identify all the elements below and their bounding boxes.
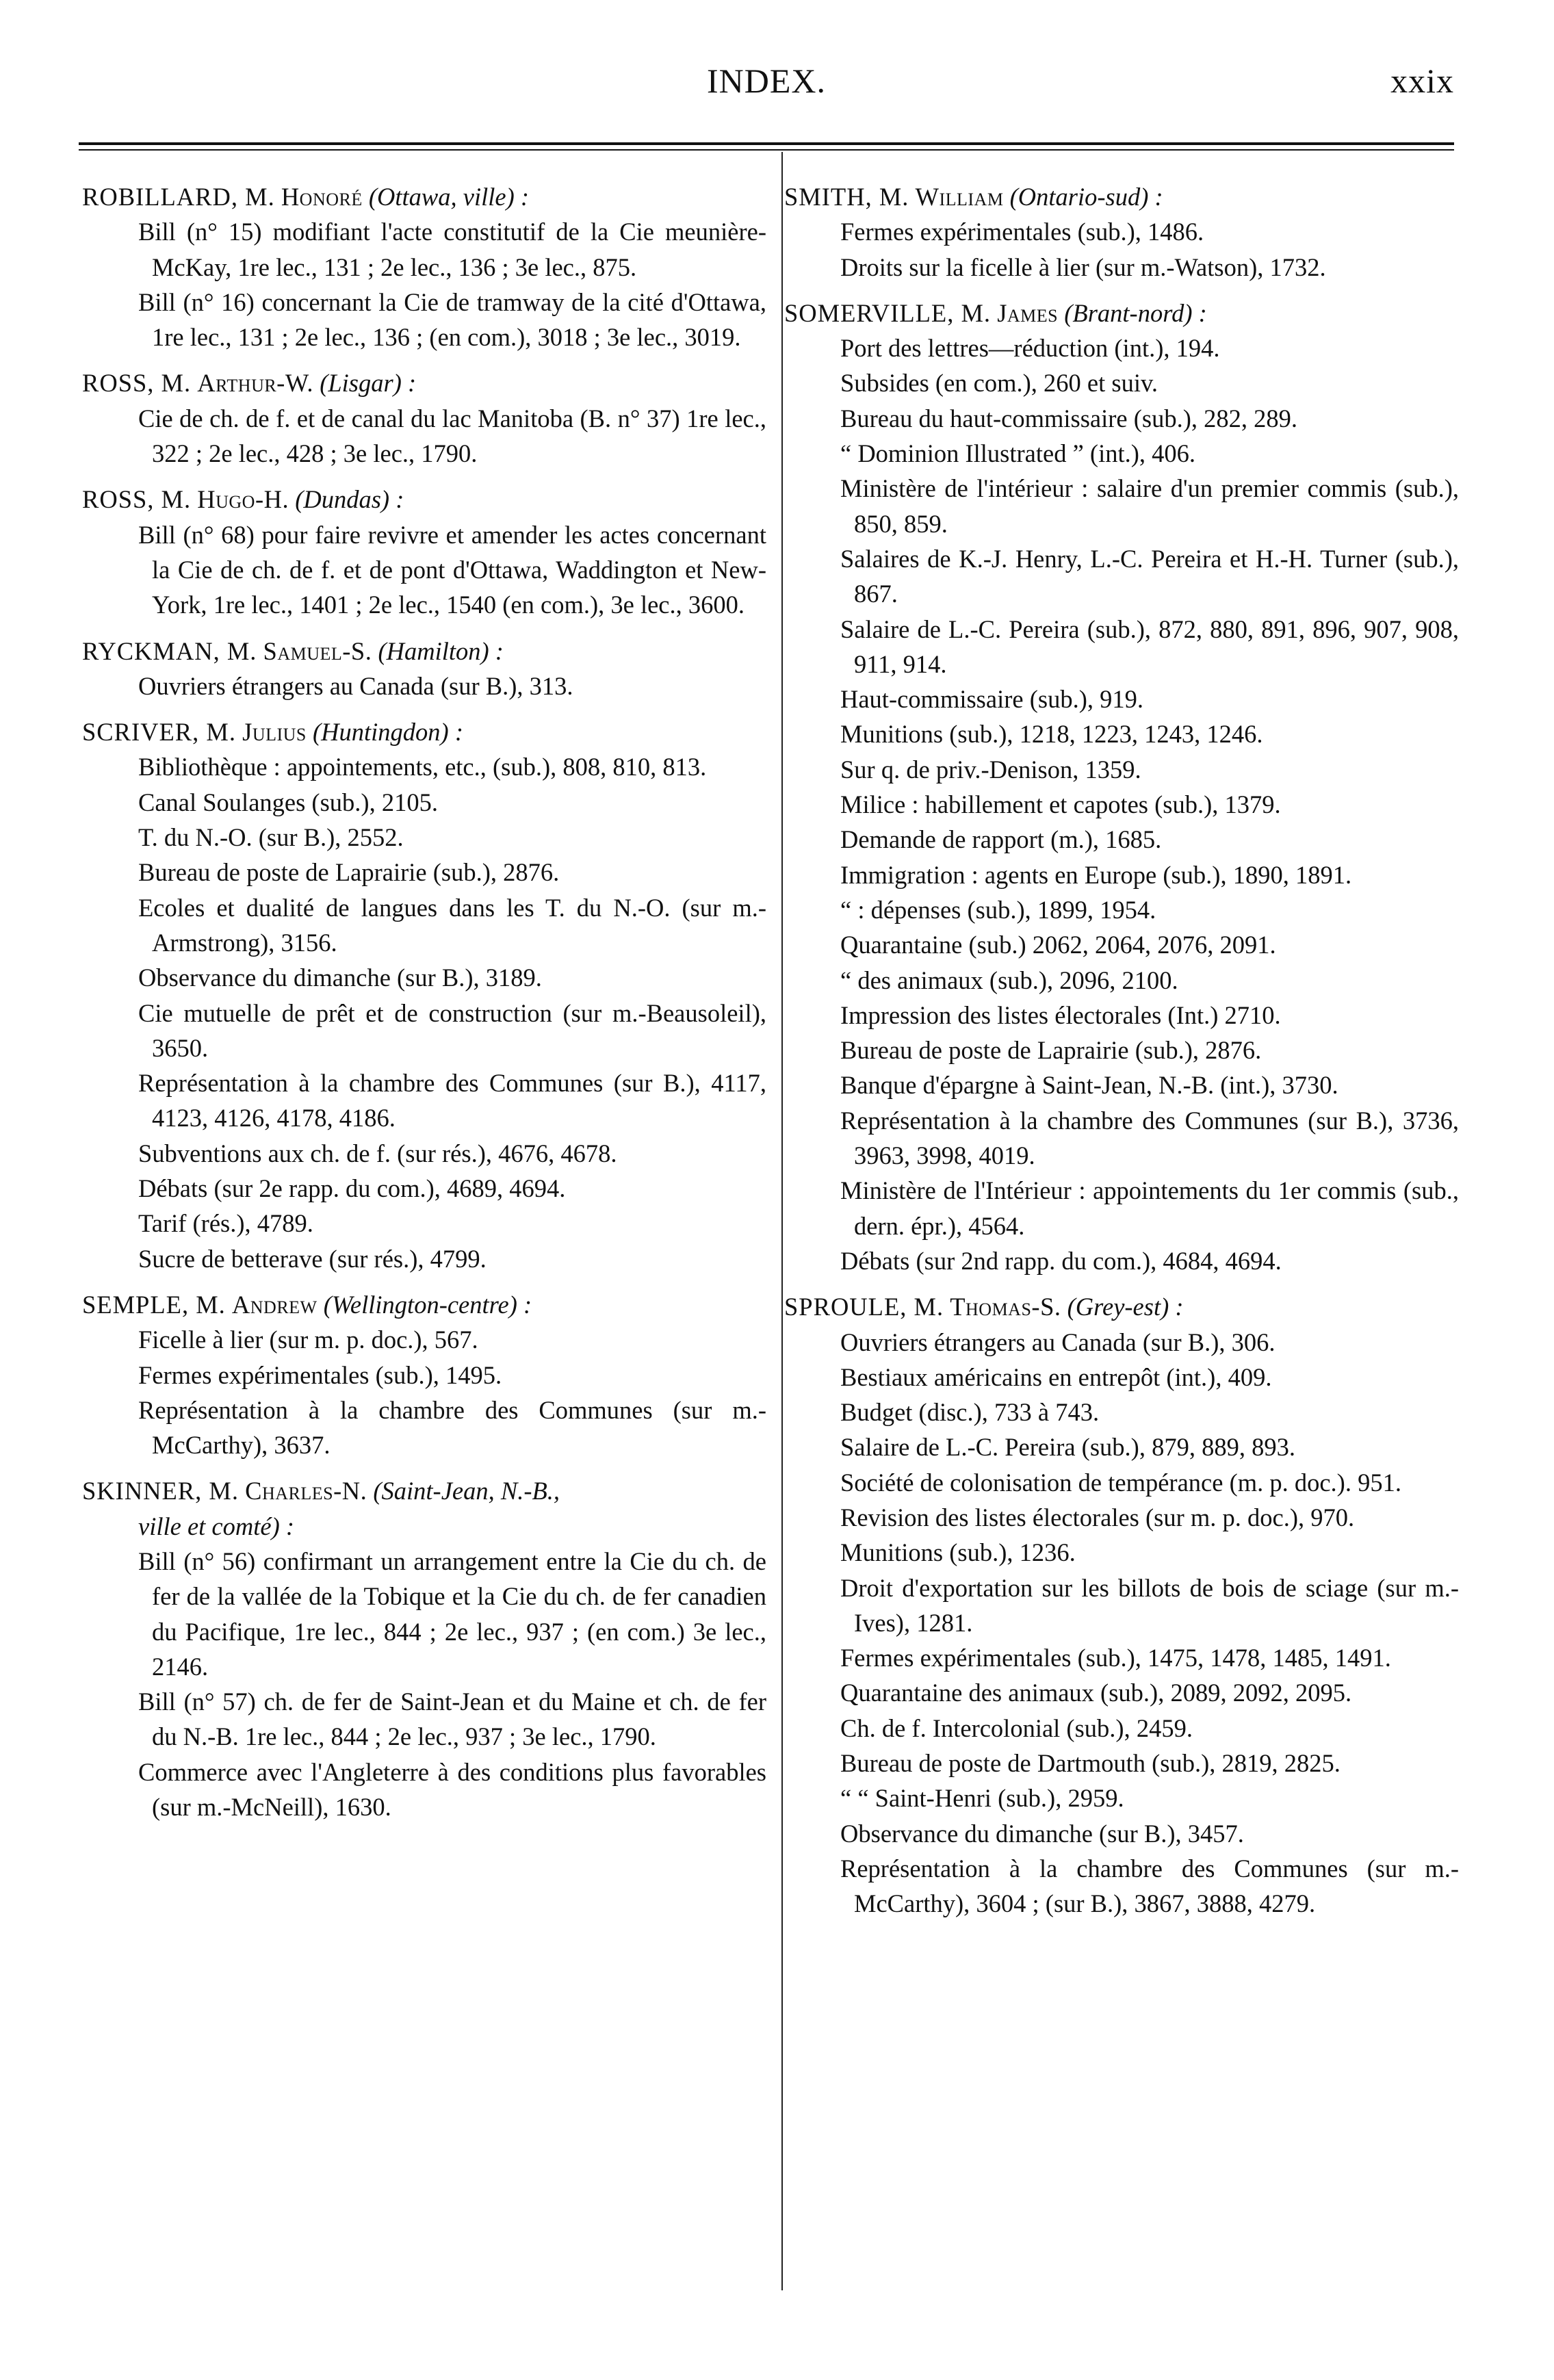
header-rule-thick	[79, 142, 1454, 145]
entry-item: Impression des listes électorales (Int.) 2710.	[840, 1000, 1281, 1029]
entry-item: Fermes expérimentales (sub.), 1486.	[840, 218, 1204, 246]
entry-item: Droits sur la ficelle à lier (sur m.-Watson), 1732.	[840, 253, 1326, 281]
entry-item: Représentation à la chambre des Communes (sur m.-McCarthy), 3637.	[138, 1395, 766, 1460]
index-entry	[82, 1473, 766, 1824]
entry-item: Fermes expérimentales (sub.), 1495.	[138, 1360, 502, 1389]
entry-item: Bureau de poste de Dartmouth (sub.), 2819, 2825.	[840, 1749, 1341, 1778]
entry-heading	[82, 634, 766, 669]
member-name: ROBILLARD, M.	[82, 183, 275, 211]
entry-item: Immigration : agents en Europe (sub.), 1890, 1891.	[840, 860, 1352, 889]
entry-item: Quarantaine (sub.) 2062, 2064, 2076, 2091.	[840, 931, 1276, 959]
index-entry	[781, 179, 1459, 285]
entry-item: “ “ Saint-Henri (sub.), 2959.	[840, 1784, 1124, 1813]
entry-item: “ des animaux (sub.), 2096, 2100.	[840, 966, 1178, 994]
entry-item: Représentation à la chambre des Communes (sur B.), 4117, 4123, 4126, 4178, 4186.	[138, 1069, 766, 1133]
member-first-name: Julius	[242, 718, 307, 747]
entry-item: Cie mutuelle de prêt et de construction (sur m.-Beausoleil), 3650.	[138, 998, 766, 1062]
entry-item: Bureau de poste de Laprairie (sub.), 2876.	[840, 1036, 1262, 1065]
entry-item: Observance du dimanche (sur B.), 3189.	[138, 963, 542, 992]
member-riding: (Wellington-centre) :	[323, 1290, 532, 1319]
entry-item: Subsides (en com.), 260 et suiv.	[840, 369, 1158, 398]
entry-item: Bibliothèque : appointements, etc., (sub.), 808, 810, 813.	[138, 753, 707, 781]
entry-item: Ch. de f. Intercolonial (sub.), 2459.	[840, 1713, 1193, 1742]
member-riding-continued: ville et comté) :	[138, 1512, 295, 1540]
member-name: RYCKMAN, M.	[82, 636, 257, 665]
entry-item: Salaire de L.-C. Pereira (sub.), 872, 880, 891, 896, 907, 908, 911, 914.	[840, 615, 1459, 678]
right-column	[781, 179, 1459, 1932]
entry-heading	[82, 365, 766, 400]
entry-item: Subventions aux ch. de f. (sur rés.), 4676, 4678.	[138, 1139, 617, 1167]
member-first-name: William	[915, 183, 1004, 211]
entry-item: “ : dépenses (sub.), 1899, 1954.	[840, 895, 1156, 924]
entry-item: Quarantaine des animaux (sub.), 2089, 2092, 2095.	[840, 1679, 1352, 1707]
member-name: SEMPLE, M.	[82, 1290, 226, 1319]
entry-item: Société de colonisation de tempérance (m. p. doc.). 951.	[840, 1468, 1401, 1497]
member-riding: (Ottawa, ville) :	[368, 183, 530, 211]
entry-item: Bill (n° 68) pour faire revivre et amender les actes concernant la Cie de ch. de f. et de pont d'Ottawa, Waddington et New-York, 1re lec., 1401 ; 2e lec., 1540 (en com.), 3e lec., 3600.	[138, 520, 766, 619]
entry-item: Port des lettres—réduction (int.), 194.	[840, 334, 1220, 363]
page-number: xxix	[1390, 62, 1454, 100]
entry-item: “ Dominion Illustrated ” (int.), 406.	[840, 439, 1196, 468]
member-name: SKINNER, M.	[82, 1477, 239, 1505]
entry-heading	[82, 1473, 766, 1508]
member-name: ROSS, M.	[82, 369, 192, 398]
member-riding: (Grey-est) :	[1067, 1293, 1184, 1321]
member-riding: (Lisgar) :	[320, 369, 417, 398]
entry-item: Débats (sur 2e rapp. du com.), 4689, 4694.	[138, 1174, 566, 1203]
index-entry	[781, 296, 1459, 1278]
index-entry	[82, 1287, 766, 1462]
entry-item: Munitions (sub.), 1236.	[840, 1538, 1076, 1567]
entry-item: Ministère de l'Intérieur : appointements du 1er commis (sub., dern. épr.), 4564.	[840, 1176, 1459, 1240]
entry-item: Représentation à la chambre des Communes (sur B.), 3736, 3963, 3998, 4019.	[840, 1106, 1459, 1170]
member-first-name: Samuel-S.	[263, 636, 372, 665]
entry-item: Salaire de L.-C. Pereira (sub.), 879, 889, 893.	[840, 1433, 1295, 1462]
entry-item: Banque d'épargne à Saint-Jean, N.-B. (int.), 3730.	[840, 1071, 1338, 1100]
member-first-name: Andrew	[231, 1290, 318, 1319]
member-riding: (Saint-Jean, N.-B.,	[373, 1477, 560, 1505]
entry-item: Bill (n° 16) concernant la Cie de tramway de la cité d'Ottawa, 1re lec., 131 ; 2e lec., 136 ; (en com.), 3018 ; 3e lec., 3019.	[138, 287, 766, 352]
member-name: SCRIVER, M.	[82, 718, 236, 747]
entry-heading	[82, 179, 766, 214]
page-header	[79, 60, 1454, 115]
entry-item: Ouvriers étrangers au Canada (sur B.), 313.	[138, 671, 573, 700]
entry-heading	[781, 1289, 1459, 1324]
entry-item: Ouvriers étrangers au Canada (sur B.), 306.	[840, 1328, 1275, 1356]
entry-item: Sucre de betterave (sur rés.), 4799.	[138, 1244, 487, 1273]
member-riding: (Hamilton) :	[378, 636, 504, 665]
index-entry	[82, 634, 766, 704]
member-first-name: Hugo-H.	[197, 485, 289, 514]
entry-item: Munitions (sub.), 1218, 1223, 1243, 1246.	[840, 720, 1263, 749]
entry-item: Bestiaux américains en entrepôt (int.), 409.	[840, 1362, 1272, 1391]
index-entry	[781, 1289, 1459, 1921]
member-riding: (Brant-nord) :	[1064, 298, 1207, 327]
member-riding: (Huntingdon) :	[313, 718, 463, 747]
entry-item: Représentation à la chambre des Communes (sur m.-McCarthy), 3604 ; (sur B.), 3867, 3888, 4279.	[840, 1854, 1459, 1918]
member-name: SMITH, M.	[784, 183, 909, 211]
entry-item: Débats (sur 2nd rapp. du com.), 4684, 4694.	[840, 1246, 1282, 1275]
member-name: ROSS, M.	[82, 485, 192, 514]
member-name: SPROULE, M.	[784, 1293, 944, 1321]
entry-heading	[82, 482, 766, 517]
member-riding: (Ontario-sud) :	[1009, 183, 1163, 211]
entry-item: Ministère de l'intérieur : salaire d'un premier commis (sub.), 850, 859.	[840, 474, 1459, 538]
entry-item: Salaires de K.-J. Henry, L.-C. Pereira et H.-H. Turner (sub.), 867.	[840, 544, 1459, 608]
entry-item: T. du N.-O. (sur B.), 2552.	[138, 823, 404, 852]
member-first-name: Charles-N.	[245, 1477, 367, 1505]
entry-item: Bill (n° 57) ch. de fer de Saint-Jean et du Maine et ch. de fer du N.-B. 1re lec., 844 ; 2e lec., 937 ; 3e lec., 1790.	[138, 1687, 766, 1751]
entry-item: Fermes expérimentales (sub.), 1475, 1478, 1485, 1491.	[840, 1644, 1391, 1672]
entry-item: Bill (n° 15) modifiant l'acte constitutif de la Cie meunière-McKay, 1re lec., 131 ; 2e lec., 136 ; 3e lec., 875.	[138, 218, 766, 281]
entry-item: Milice : habillement et capotes (sub.), 1379.	[840, 790, 1281, 819]
left-column	[82, 179, 766, 1835]
entry-item: Bureau du haut-commissaire (sub.), 282, 289.	[840, 404, 1298, 432]
entry-item: Commerce avec l'Angleterre à des conditions plus favorables (sur m.-McNeill), 1630.	[138, 1757, 766, 1822]
entry-heading	[82, 714, 766, 749]
entry-heading	[82, 1287, 766, 1322]
entry-item: Observance du dimanche (sur B.), 3457.	[840, 1819, 1244, 1848]
entry-item: Demande de rapport (m.), 1685.	[840, 825, 1162, 854]
entry-item: Bill (n° 56) confirmant un arrangement entre la Cie du ch. de fer de la vallée de la Tobique et la Cie du ch. de fer canadien du Pacifique, 1re lec., 844 ; 2e lec., 937 ; (en com.) 3e lec., 2146.	[138, 1547, 766, 1681]
member-first-name: James	[997, 298, 1059, 327]
entry-item: Bureau de poste de Laprairie (sub.), 2876.	[138, 858, 560, 887]
header-rule-thin	[79, 149, 1454, 151]
entry-item: Cie de ch. de f. et de canal du lac Manitoba (B. n° 37) 1re lec., 322 ; 2e lec., 428 ; 3e lec., 1790.	[138, 404, 766, 468]
index-entry	[82, 482, 766, 622]
member-name: SOMERVILLE, M.	[784, 298, 992, 327]
index-entry	[82, 714, 766, 1276]
entry-item: Droit d'exportation sur les billots de bois de sciage (sur m.-Ives), 1281.	[840, 1573, 1459, 1637]
entry-item: Tarif (rés.), 4789.	[138, 1209, 313, 1238]
entry-heading	[781, 296, 1459, 331]
entry-item: Revision des listes électorales (sur m. p. doc.), 970.	[840, 1503, 1355, 1531]
entry-item: Ecoles et dualité de langues dans les T. du N.-O. (sur m.-Armstrong), 3156.	[138, 893, 766, 957]
member-first-name: Thomas-S.	[950, 1293, 1061, 1321]
entry-item: Canal Soulanges (sub.), 2105.	[138, 788, 438, 816]
member-first-name: Arthur-W.	[197, 369, 314, 398]
entry-item: Ficelle à lier (sur m. p. doc.), 567.	[138, 1325, 478, 1354]
member-riding: (Dundas) :	[295, 485, 404, 514]
entry-item: Sur q. de priv.-Denison, 1359.	[840, 755, 1141, 784]
page-title: INDEX.	[706, 62, 827, 100]
index-entry	[82, 365, 766, 471]
entry-item: Budget (disc.), 733 à 743.	[840, 1398, 1100, 1427]
entry-heading	[781, 179, 1459, 214]
index-entry	[82, 179, 766, 354]
member-first-name: Honoré	[281, 183, 363, 211]
entry-item: Haut-commissaire (sub.), 919.	[840, 685, 1143, 714]
